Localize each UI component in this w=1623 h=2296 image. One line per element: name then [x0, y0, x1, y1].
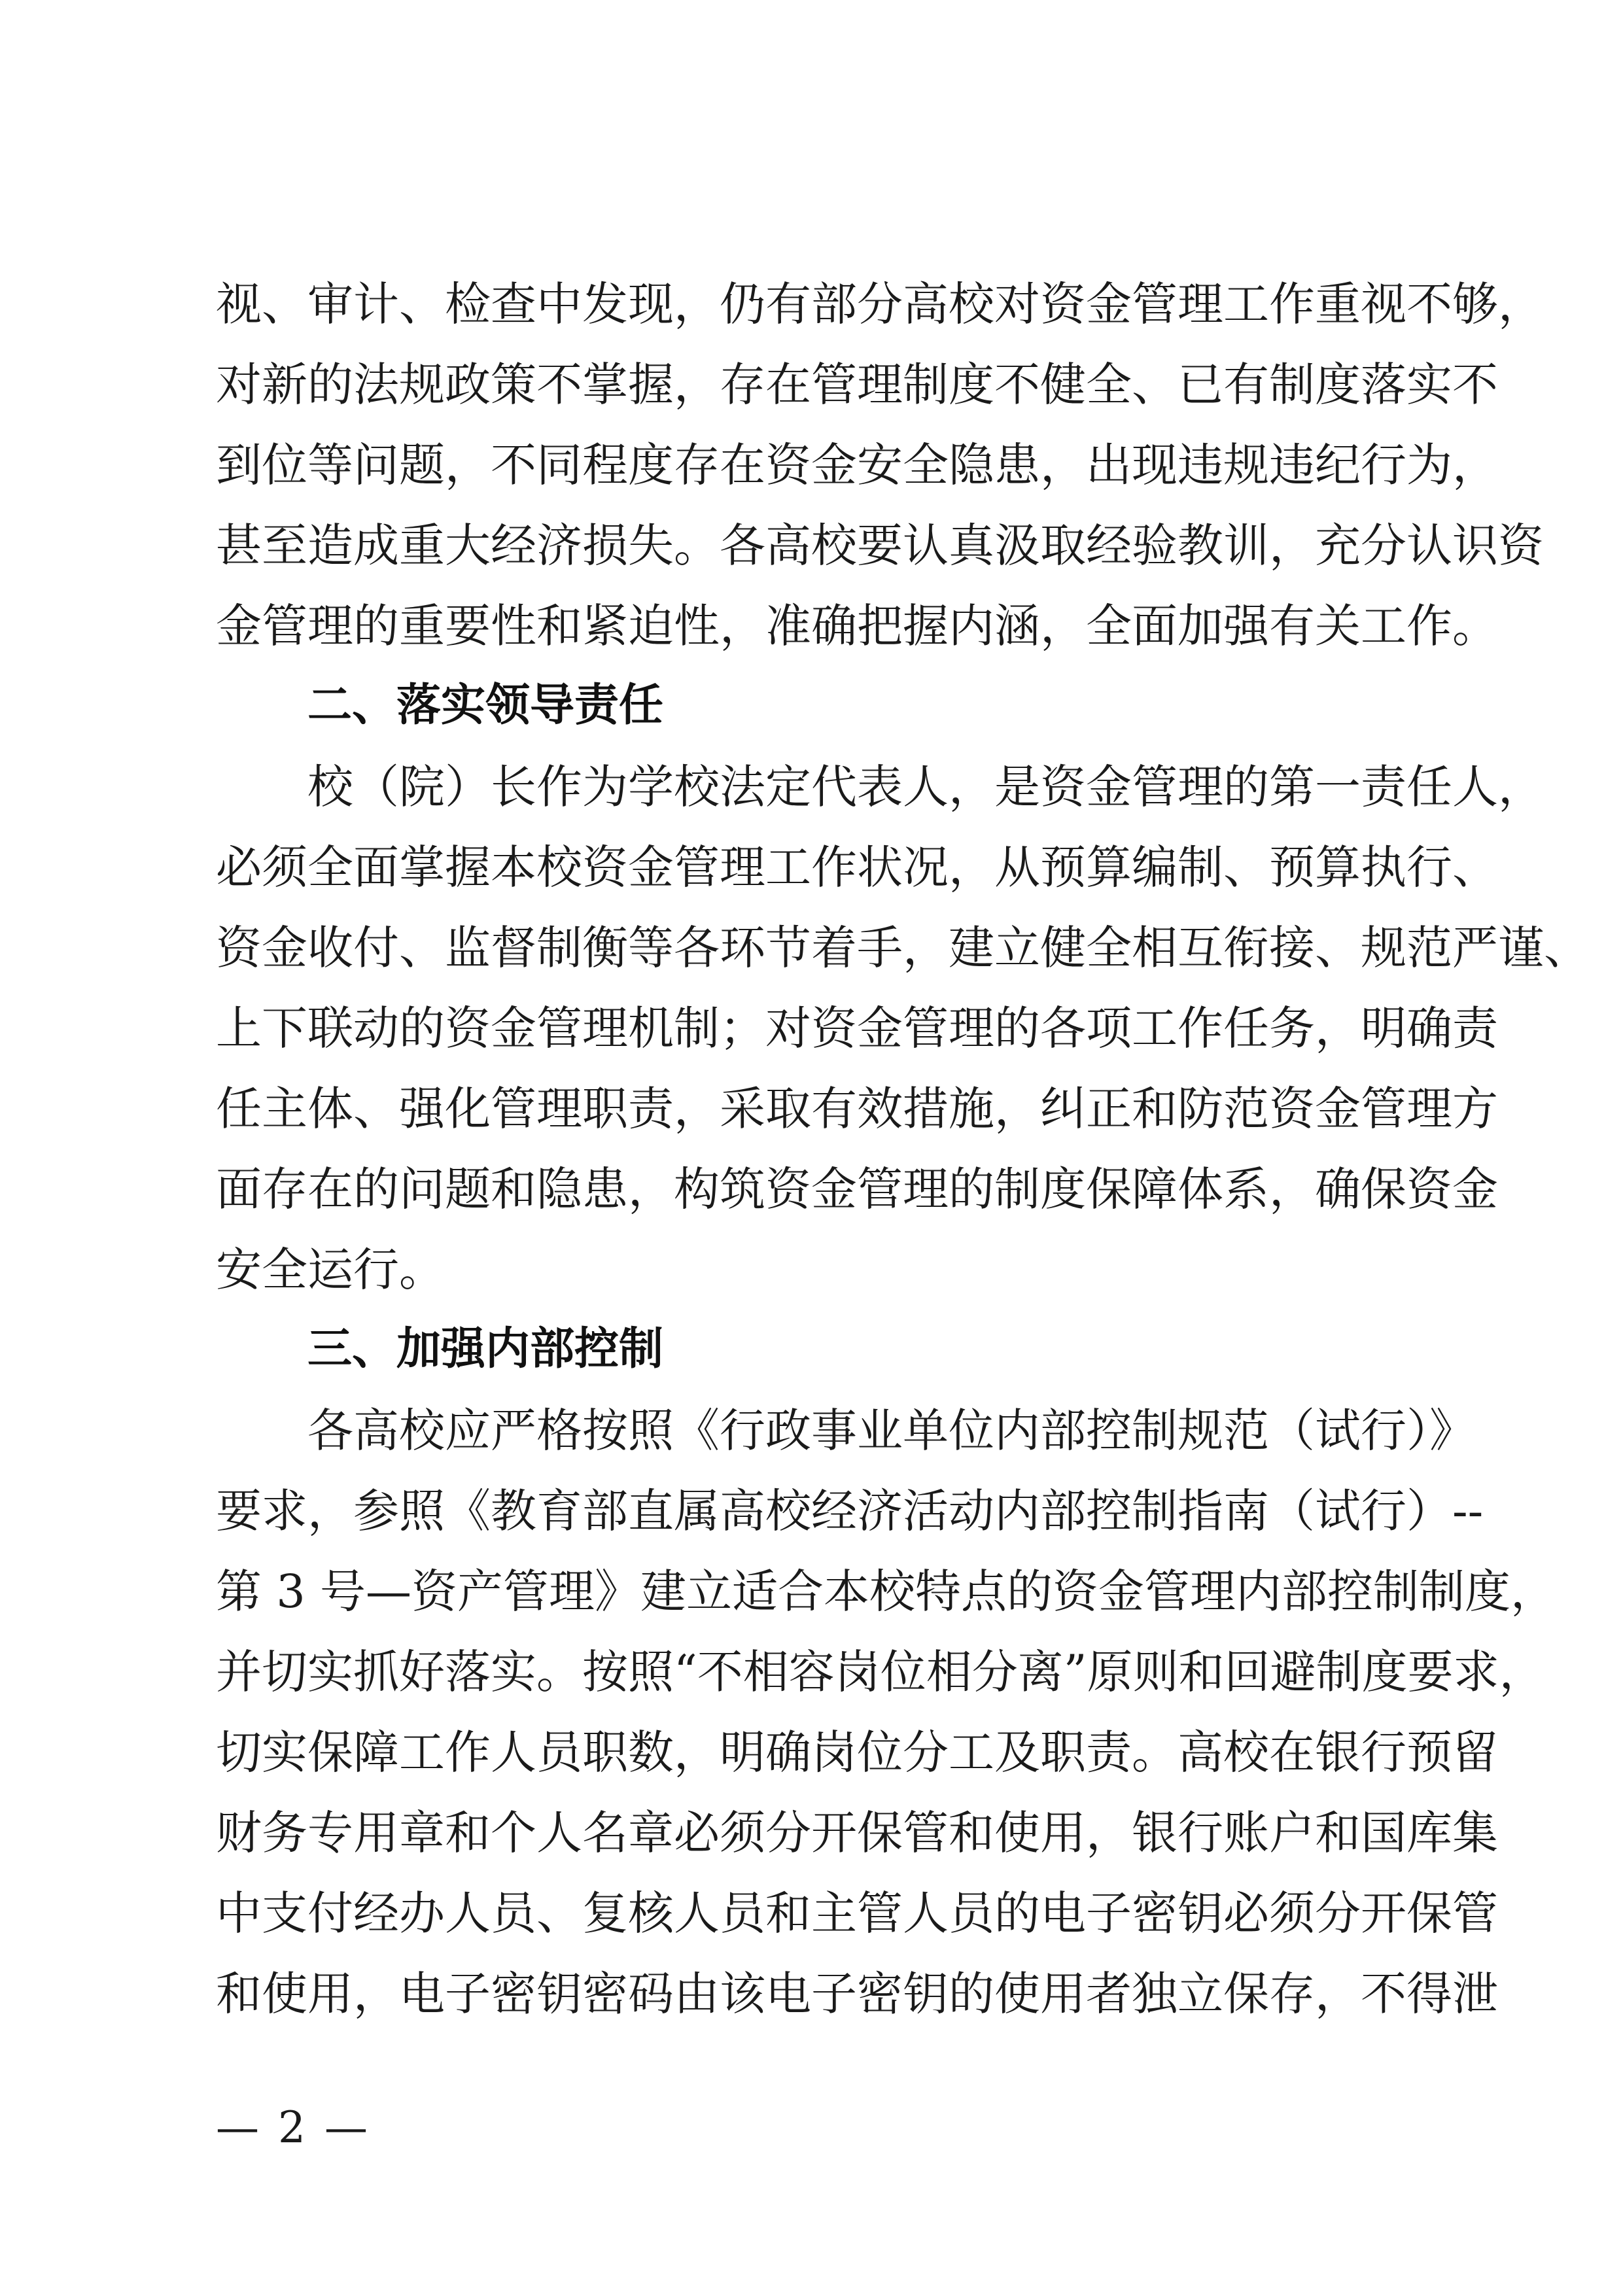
paragraph-line: 中支付经办人员、复核人员和主管人员的电子密钥必须分开保管 [216, 1887, 1498, 1940]
paragraph-line: 并切实抓好落实。按照“不相容岗位相分离”原则和回避制度要求， [216, 1645, 1545, 1699]
section-heading: 三、加强内部控制 [307, 1323, 664, 1375]
paragraph-line: 视、审计、检查中发现，仍有部分高校对资金管理工作重视不够， [216, 277, 1544, 331]
paragraph-line: 任主体、强化管理职责，采取有效措施，纠正和防范资金管理方 [216, 1082, 1498, 1136]
paragraph-line: 各高校应严格按照《行政事业单位内部控制规范（试行）》 [307, 1404, 1475, 1457]
paragraph-line: 第 3 号—资产管理》建立适合本校特点的资金管理内部控制制度， [216, 1565, 1557, 1618]
paragraph-line: 切实保障工作人员职数，明确岗位分工及职责。高校在银行预留 [216, 1726, 1498, 1779]
paragraph-line: 和使用，电子密钥密码由该电子密钥的使用者独立保存，不得泄 [216, 1967, 1498, 2021]
section-heading: 二、落实领导责任 [307, 680, 664, 731]
paragraph-line: 资金收付、监督制衡等各环节着手，建立健全相互衔接、规范严谨、 [216, 921, 1590, 975]
paragraph-line: 金管理的重要性和紧迫性，准确把握内涵，全面加强有关工作。 [216, 599, 1498, 653]
paragraph-line: 上下联动的资金管理机制；对资金管理的各项工作任务，明确责 [216, 1001, 1498, 1055]
paragraph-line: 要求，参照《教育部直属高校经济活动内部控制指南（试行）-- [216, 1484, 1484, 1538]
page-number: — 2 — [216, 2102, 370, 2153]
paragraph-line: 安全运行。 [216, 1243, 445, 1296]
paragraph-line: 校（院）长作为学校法定代表人，是资金管理的第一责任人， [307, 760, 1544, 814]
paragraph-line: 甚至造成重大经济损失。各高校要认真汲取经验教训，充分认识资 [216, 519, 1544, 572]
paragraph-line: 财务专用章和个人名章必须分开保管和使用，银行账户和国库集 [216, 1806, 1498, 1860]
paragraph-line: 面存在的问题和隐患，构筑资金管理的制度保障体系，确保资金 [216, 1162, 1498, 1216]
paragraph-line: 对新的法规政策不掌握，存在管理制度不健全、已有制度落实不 [216, 358, 1498, 411]
paragraph-line: 必须全面掌握本校资金管理工作状况，从预算编制、预算执行、 [216, 841, 1498, 894]
paragraph-line: 到位等问题，不同程度存在资金安全隐患，出现违规违纪行为， [216, 438, 1498, 492]
